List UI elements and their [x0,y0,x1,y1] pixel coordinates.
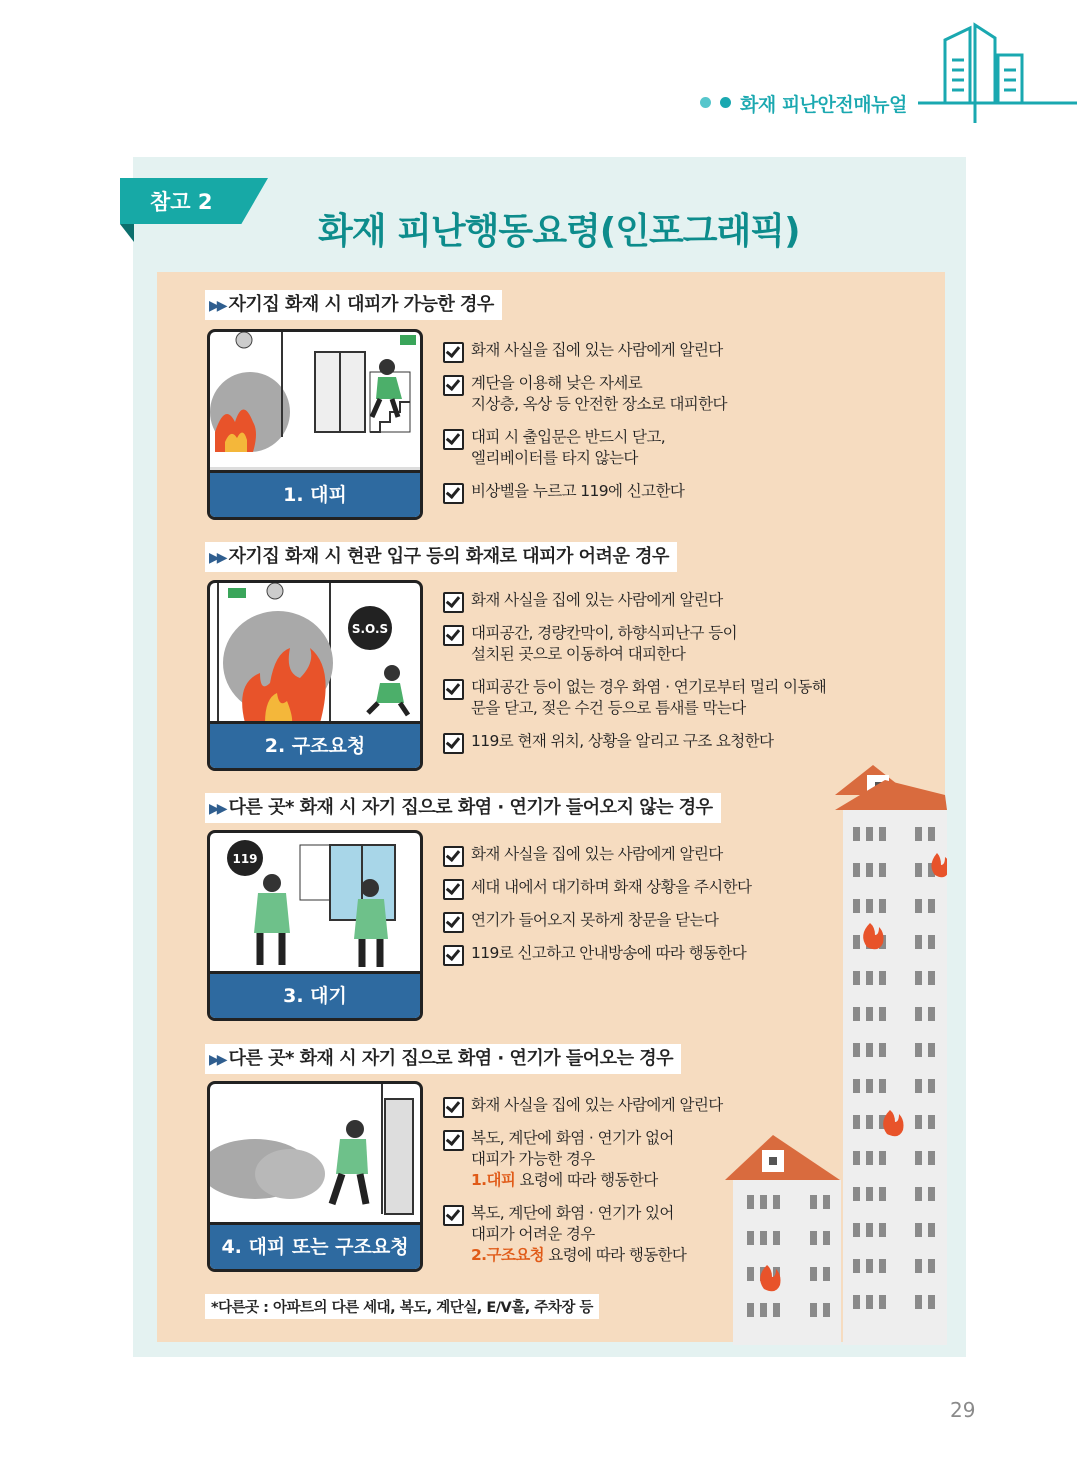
action-item: 화재 사실을 집에 있는 사람에게 알린다 [443,844,863,865]
checkbox-icon [443,342,464,363]
action-item: 복도, 계단에 화염 · 연기가 있어 대피가 어려운 경우 2.구조요청 요령에 따라 행동한다 [443,1203,863,1266]
action-item: 연기가 들어오지 못하게 창문을 닫는다 [443,910,863,931]
page-number: 29 [950,1398,976,1422]
action-item: 복도, 계단에 화염 · 연기가 없어 대피가 가능한 경우 1.대피 요령에 따라 행동한다 [443,1128,863,1191]
illustration-card [207,329,423,520]
illustration-card [207,580,423,771]
page-title: 화재 피난행동요령(인포그래픽) [318,211,800,252]
badge-fold [120,224,134,242]
checkbox-icon [443,679,464,700]
illustration-card [207,830,423,1021]
step-label: 3. 대기 [210,971,420,1018]
double-arrow-icon: ▶▶ [209,801,225,817]
checkbox-icon [443,1205,464,1226]
step-label: 2. 구조요청 [210,721,420,768]
checkbox-icon [443,375,464,396]
action-item: 비상벨을 누르고 119에 신고한다 [443,481,863,502]
double-arrow-icon: ▶▶ [209,298,225,314]
checkbox-icon [443,429,464,450]
action-list [443,340,863,514]
step-label: 4. 대피 또는 구조요청 [210,1222,420,1269]
section-heading [205,290,502,320]
sos-bubble-text: S.O.S [351,622,389,636]
checkbox-icon [443,912,464,933]
section-heading [205,542,677,572]
section-heading-text: 다른 곳* 화재 시 자기 집으로 화염 · 연기가 들어오는 경우 [228,1048,673,1069]
checkbox-icon [443,592,464,613]
checkbox-icon [443,733,464,754]
action-item: 세대 내에서 대기하며 화재 상황을 주시한다 [443,877,863,898]
section-heading [205,1044,681,1074]
action-item: 대피공간, 경량칸막이, 하향식피난구 등이 설치된 곳으로 이동하여 대피한다 [443,623,863,665]
action-list [443,844,863,976]
section-heading-text: 자기집 화재 시 대피가 가능한 경우 [228,294,494,315]
section-heading [205,793,721,823]
emergency-call-bubble-text: 119 [232,852,258,866]
action-list [443,1095,863,1278]
manual-title: 화재 피난안전매뉴얼 [740,94,907,116]
section-heading-text: 다른 곳* 화재 시 자기 집으로 화염 · 연기가 들어오지 않는 경우 [228,797,713,818]
checkbox-icon [443,879,464,900]
illustration-card [207,1081,423,1272]
building-skyline-icon [0,0,1077,130]
action-item: 대피공간 등이 없는 경우 화염 · 연기로부터 멀리 이동해 문을 닫고, 젖은 수건 등으로 틈새를 막는다 [443,677,891,719]
action-item: 화재 사실을 집에 있는 사람에게 알린다 [443,340,863,361]
checkbox-icon [443,1130,464,1151]
action-item: 화재 사실을 집에 있는 사람에게 알린다 [443,590,863,611]
checkbox-icon [443,846,464,867]
double-arrow-icon: ▶▶ [209,550,225,566]
double-arrow-icon: ▶▶ [209,1052,225,1068]
footnote: *다른곳 : 아파트의 다른 세대, 복도, 계단실, E/V홀, 주차장 등 [205,1294,599,1319]
checkbox-icon [443,1097,464,1118]
checkbox-icon [443,483,464,504]
action-item: 계단을 이용해 낮은 자세로 지상층, 옥상 등 안전한 장소로 대피한다 [443,373,863,415]
page-header [0,0,1077,130]
action-list [443,590,863,764]
action-item: 119로 신고하고 안내방송에 따라 행동한다 [443,943,863,964]
action-item: 화재 사실을 집에 있는 사람에게 알린다 [443,1095,863,1116]
section-heading-text: 자기집 화재 시 현관 입구 등의 화재로 대피가 어려운 경우 [228,546,669,567]
checkbox-icon [443,625,464,646]
action-item: 119로 현재 위치, 상황을 알리고 구조 요청한다 [443,731,863,752]
action-item: 대피 시 출입문은 반드시 닫고, 엘리베이터를 타지 않는다 [443,427,863,469]
reference-badge-label: 참고 2 [150,190,213,214]
checkbox-icon [443,945,464,966]
step-label: 1. 대피 [210,470,420,517]
